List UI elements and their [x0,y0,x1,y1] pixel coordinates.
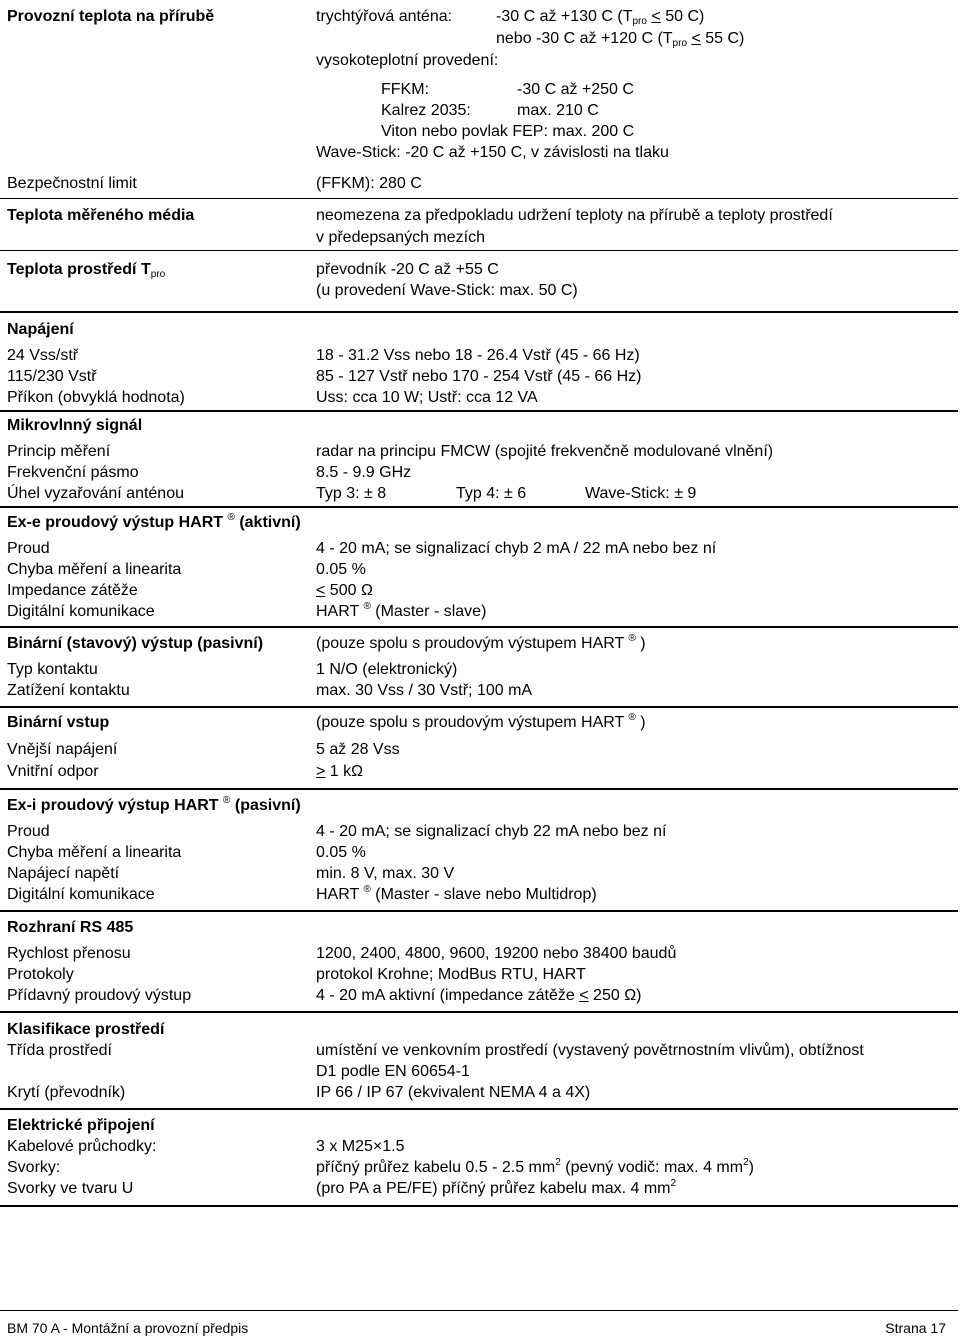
exe-current-label: Proud [7,540,50,557]
binary-output-note: (pouze spolu s proudovým výstupem HART ® ) [316,633,646,652]
hightemp-label: vysokoteplotní provedení: [316,52,499,69]
exi-current-value: 4 - 20 mA; se signalizací chyb 22 mA nebo bez ní [316,823,667,840]
exe-current-value: 4 - 20 mA; se signalizací chyb 2 mA / 22 mA nebo bez ní [316,540,717,557]
exi-error-value: 0.05 % [316,844,366,861]
medium-temp-label: Teplota měřeného média [7,207,195,224]
binary-output-heading: Binární (stavový) výstup (pasivní) [7,635,264,652]
microwave-row-label: Princip měření [7,443,111,460]
antenna-range-1: -30 C až +130 C ($T_{pro} < 50$ C) [496,8,705,27]
u-terminals-label: Svorky ve tvaru U [7,1180,134,1197]
antenna-label: trychtýřová anténa: [316,8,453,25]
microwave-row-label: Frekvenční pásmo [7,464,139,481]
contact-type-label: Typ kontaktu [7,661,98,678]
contact-type-value: 1 N/O (elektronický) [316,661,458,678]
ffkm-value: -30 C až +250 C [517,81,634,98]
terminals-value: příčný průřez kabelu 0.5 - 2.5 $mm^2$ (pevný vodič: max. 4 $mm^2$) [316,1157,754,1176]
ambient-temp-value-2: (u provedení Wave-Stick: max. 50 C) [316,282,578,299]
footer-page-number: Strana 17 [885,1320,946,1336]
exi-output-heading: Ex-i proudový výstup HART ® (pasivní) [7,795,301,814]
exe-error-value: 0.05 % [316,561,366,578]
power-row-label: 115/230 Vstř [7,368,97,385]
section-divider [0,410,958,412]
section-divider [0,1108,958,1110]
divider [0,250,958,251]
section-divider [0,626,958,628]
protocols-label: Protokoly [7,966,74,983]
ext-supply-value: 5 až 28 Vss [316,741,400,758]
contact-load-value: max. 30 Vss / 30 Vstř; 100 mA [316,682,533,699]
beam-angle-typ3: Typ 3: ± 8 [316,485,387,502]
divider [0,198,958,199]
exe-comm-value: HART ® (Master - slave) [316,601,487,620]
terminals-label: Svorky: [7,1159,61,1176]
power-heading: Napájení [7,321,74,338]
protection-label: Krytí (převodník) [7,1084,126,1101]
microwave-row-value: 8.5 - 9.9 GHz [316,464,412,481]
section-divider [0,706,958,708]
baud-rate-label: Rychlost přenosu [7,945,131,962]
exi-voltage-label: Napájecí napětí [7,865,120,882]
footer-document-title: BM 70 A - Montážní a provozní předpis [7,1320,249,1336]
section-divider [0,788,958,790]
kalrez-value: max. 210 C [517,102,599,119]
exe-comm-label: Digitální komunikace [7,603,155,620]
exi-voltage-value: min. 8 V, max. 30 V [316,865,455,882]
exe-error-label: Chyba měření a linearita [7,561,182,578]
ambient-temp-label: Teplota prostředí $T_{pro}$ [7,261,166,280]
exi-comm-value: HART ® (Master - slave nebo Multidrop) [316,884,597,903]
int-resistance-value: > 1 kΩ [316,763,364,780]
exe-impedance-value: < 500 Ω [316,582,373,599]
beam-angle-wavestick: Wave-Stick: ± 9 [585,485,697,502]
microwave-heading: Mikrovlnný signál [7,417,143,434]
u-terminals-value: (pro PA a PE/FE) příčný průřez kabelu max. 4 $mm^2$ [316,1178,677,1197]
footer-divider [0,1310,958,1311]
ambient-temp-value-1: převodník -20 C až +55 C [316,261,499,278]
extra-output-label: Přídavný proudový výstup [7,987,192,1004]
protection-value: IP 66 / IP 67 (ekvivalent NEMA 4 a 4X) [316,1084,591,1101]
ffkm-label: FFKM: [381,81,429,98]
section-divider [0,506,958,508]
ext-supply-label: Vnější napájení [7,741,118,758]
exe-output-heading: Ex-e proudový výstup HART ® (aktivní) [7,512,301,531]
section-divider [0,311,958,313]
contact-load-label: Zatížení kontaktu [7,682,130,699]
exe-impedance-label: Impedance zátěže [7,582,138,599]
exi-error-label: Chyba měření a linearita [7,844,182,861]
power-row-value: Uss: cca 10 W; Ustř: cca 12 VA [316,389,538,406]
exi-current-label: Proud [7,823,50,840]
exi-comm-label: Digitální komunikace [7,886,155,903]
beam-angle-typ4: Typ 4: ± 6 [456,485,527,502]
flange-temp-label: Provozní teplota na přírubě [7,8,215,25]
power-row-value: 85 - 127 Vstř nebo 170 - 254 Vstř (45 - 66 Hz) [316,368,642,385]
environment-heading: Klasifikace prostředí [7,1021,165,1038]
binary-input-heading: Binární vstup [7,714,110,731]
power-row-value: 18 - 31.2 Vss nebo 18 - 26.4 Vstř (45 - 66 Hz) [316,347,640,364]
safety-value: (FFKM): 280 C [316,175,422,192]
antenna-range-2: nebo -30 C až +120 C ($T_{pro} < 55$ C) [496,30,745,49]
env-class-value-2: D1 podle EN 60654-1 [316,1063,470,1080]
int-resistance-label: Vnitřní odpor [7,763,99,780]
baud-rate-value: 1200, 2400, 4800, 9600, 19200 nebo 38400 baudů [316,945,677,962]
kalrez-label: Kalrez 2035: [381,102,471,119]
env-class-label: Třída prostředí [7,1042,112,1059]
section-divider [0,1011,958,1013]
cable-glands-value: 3 x M25×1.5 [316,1138,405,1155]
cable-glands-label: Kabelové průchodky: [7,1138,157,1155]
medium-temp-value-2: v předepsaných mezích [316,229,485,246]
microwave-row-value: radar na principu FMCW (spojité frekvenčně modulované vlnění) [316,443,774,460]
rs485-heading: Rozhraní RS 485 [7,919,134,936]
beam-angle-label: Úhel vyzařování anténou [7,485,184,502]
medium-temp-value-1: neomezena za předpokladu udržení teploty na přírubě a teploty prostředí [316,207,833,224]
binary-input-note: (pouze spolu s proudovým výstupem HART ® ) [316,712,646,731]
power-row-label: Příkon (obvyklá hodnota) [7,389,185,406]
section-divider [0,1205,958,1207]
viton-line: Viton nebo povlak FEP: max. 200 C [381,123,635,140]
env-class-value-1: umístění ve venkovním prostředí (vystavený povětrnostním vlivům), obtížnost [316,1042,864,1059]
safety-label: Bezpečnostní limit [7,175,137,192]
extra-output-value: 4 - 20 mA aktivní (impedance zátěže < 250 Ω) [316,987,642,1004]
protocols-value: protokol Krohne; ModBus RTU, HART [316,966,586,983]
electrical-heading: Elektrické připojení [7,1117,155,1134]
power-row-label: 24 Vss/stř [7,347,79,364]
section-divider [0,910,958,912]
wavestick-line: Wave-Stick: -20 C až +150 C, v závislosti na tlaku [316,144,669,161]
